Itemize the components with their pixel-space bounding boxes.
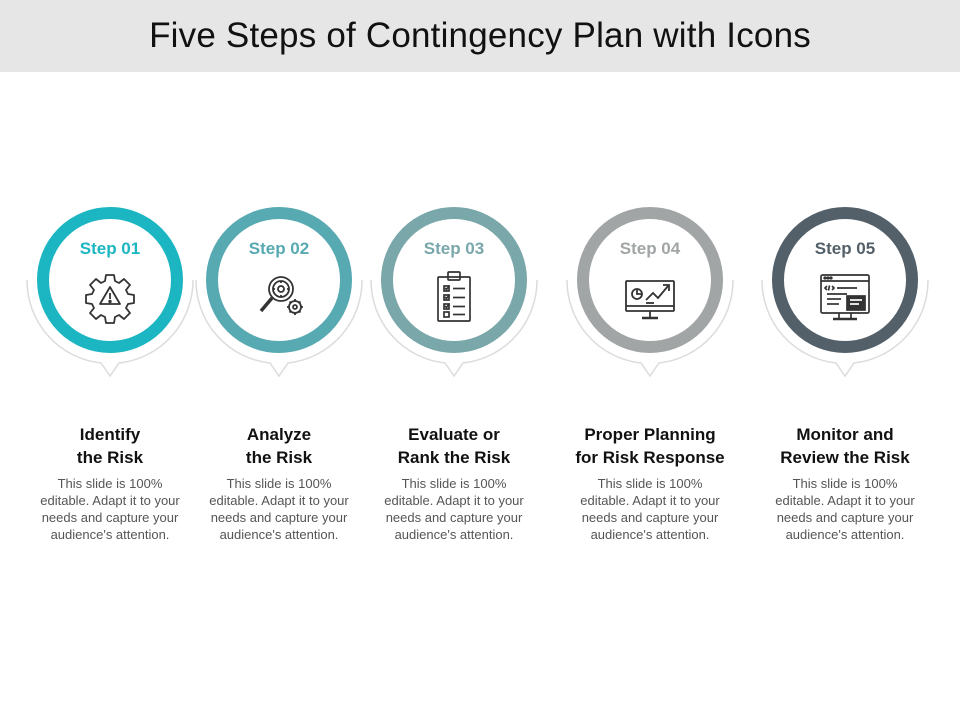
step-4 (560, 200, 740, 560)
step-5 (755, 200, 935, 560)
magnifier-gears-icon (251, 269, 307, 325)
step-title: Evaluate or Rank the Risk (397, 425, 511, 467)
step-2 (189, 200, 369, 560)
step-title: Analyze the Risk (245, 425, 313, 467)
step-1 (20, 200, 200, 560)
step-description: This slide is 100% editable. Adapt it to your needs and capture your audience's attention. (384, 476, 524, 542)
step-description: This slide is 100% editable. Adapt it to your needs and capture your audience's attention. (40, 476, 180, 542)
step-description: This slide is 100% editable. Adapt it to your needs and capture your audience's attention. (209, 476, 349, 542)
clipboard-checklist-icon (426, 269, 482, 325)
code-window-icon (817, 269, 873, 325)
step-description: This slide is 100% editable. Adapt it to your needs and capture your audience's attention. (775, 476, 915, 542)
step-3 (364, 200, 544, 560)
step-label: Step 04 (619, 239, 681, 258)
step-label: Step 05 (814, 239, 876, 258)
monitor-chart-icon (622, 269, 678, 325)
step-description: This slide is 100% editable. Adapt it to your needs and capture your audience's attention. (580, 476, 720, 542)
gear-warning-icon (82, 269, 138, 325)
title-bar (0, 0, 960, 72)
step-label: Step 02 (248, 239, 310, 258)
step-label: Step 03 (423, 239, 485, 258)
step-title: Monitor and Review the Risk (780, 425, 910, 467)
step-title: Proper Planning for Risk Response (575, 425, 725, 467)
step-label: Step 01 (79, 239, 141, 258)
slide-title: Five Steps of Contingency Plan with Icons (149, 16, 811, 55)
step-title: Identify the Risk (76, 425, 144, 467)
